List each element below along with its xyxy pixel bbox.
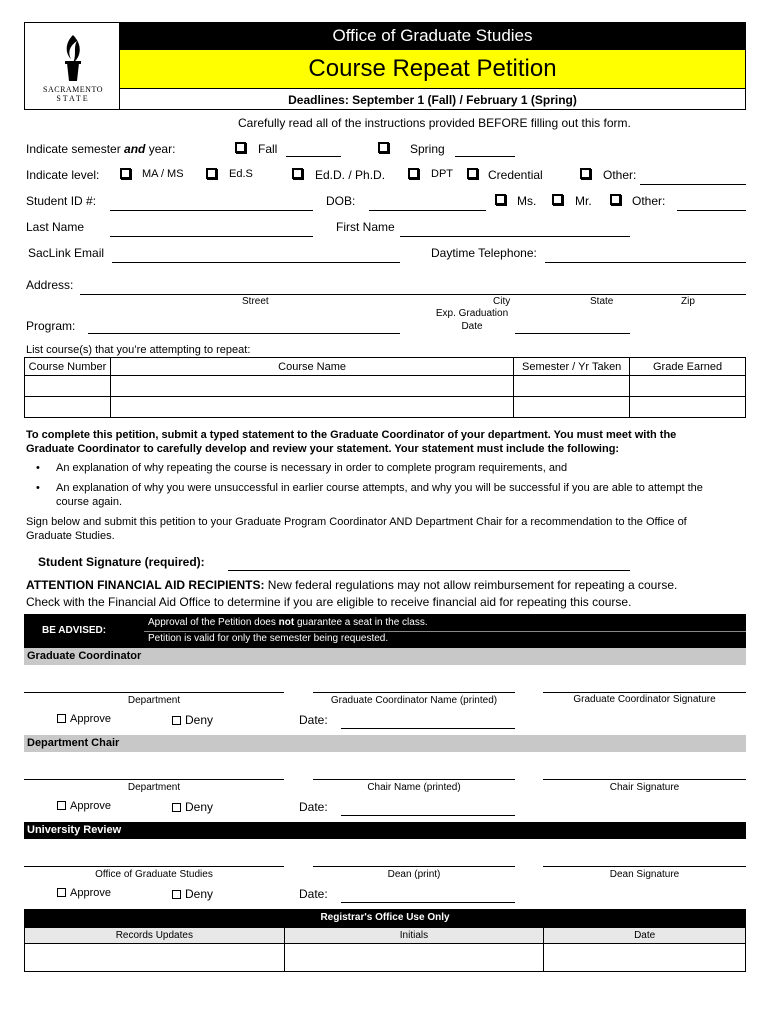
address-label: Address: [26,278,74,292]
university-date-field[interactable] [341,902,515,903]
course-row[interactable] [25,397,746,418]
coordinator-deny-option[interactable]: Deny [172,713,213,727]
last-name-field[interactable] [110,236,313,237]
registrar-header-row [25,928,746,944]
graduation-date-field[interactable] [515,333,630,334]
last-name-label: Last Name [26,220,85,234]
level-dpt-label: DPT [431,168,453,180]
chair-signature-caption: Chair Signature [609,782,680,793]
email-field[interactable] [112,262,400,263]
fall-year-field[interactable] [286,156,341,157]
level-other-field[interactable] [640,184,746,185]
col-semester-taken: Semester / Yr Taken [514,358,630,376]
coordinator-title: Graduate Coordinator [27,650,142,662]
sign-instructions: Sign below and submit this petition to your Graduate Program Coordinator AND Department Chair for a recommendation to the Office of Graduate Studies. [26,516,687,542]
student-signature-label: Student Signature (required): [38,555,205,569]
fall-label: Fall [258,142,278,156]
approve-checkbox[interactable] [57,714,66,723]
requirement-item: • An explanation of why you were unsuccessful in earlier course attempts, and why you will be successful if you are able to attempt the course again. [26,481,736,509]
dean-name-field[interactable] [313,866,515,867]
registrar-header [24,909,746,927]
fall-checkbox[interactable] [235,142,246,153]
dob-field[interactable] [369,210,486,211]
chair-title: Department Chair [27,737,120,749]
coordinator-name-field[interactable] [313,692,515,693]
deny-checkbox[interactable] [172,716,181,725]
level-label: Indicate level: [26,168,100,182]
chair-department-caption: Department [127,782,181,793]
university-date-label: Date: [299,887,328,901]
deny-checkbox[interactable] [172,890,181,899]
university-title: University Review [27,824,122,836]
spring-checkbox[interactable] [378,142,389,153]
courses-intro: List course(s) that you’re attempting to repeat: [26,344,251,356]
chair-section-header [24,735,746,752]
level-credential-checkbox[interactable] [467,168,478,179]
coordinator-approve-option[interactable]: Approve [57,713,111,725]
statement-instructions: To complete this petition, submit a typed statement to the Graduate Coordinator of your department. You must meet with the Graduate Coordinator to carefully develop and review your statement. Your statement must include the following: [26,429,677,455]
phone-label: Daytime Telephone: [431,246,537,260]
title-other-label: Other: [632,194,666,208]
level-ma-label: MA / MS [142,168,184,180]
university-approve-option[interactable]: Approve [57,887,111,899]
coordinator-department-field[interactable] [24,692,284,693]
university-office-caption: Office of Graduate Studies [95,869,213,880]
advisory-banner [24,614,746,648]
program-field[interactable] [88,333,400,334]
spring-year-field[interactable] [455,156,515,157]
advisory-label: BE ADVISED: [42,625,107,636]
level-eds-checkbox[interactable] [206,168,217,179]
chair-date-field[interactable] [341,815,515,816]
coordinator-date-field[interactable] [341,728,515,729]
university-office-field[interactable] [24,866,284,867]
title-other-checkbox[interactable] [610,194,621,205]
title-other-field[interactable] [677,210,746,211]
level-credential-label: Credential [488,168,543,182]
col-grade-earned: Grade Earned [630,358,746,376]
first-name-field[interactable] [400,236,630,237]
chair-deny-option[interactable]: Deny [172,800,213,814]
deny-checkbox[interactable] [172,803,181,812]
coordinator-signature-field[interactable] [543,692,746,693]
statement-requirements [26,461,736,515]
dean-signature-field[interactable] [543,866,746,867]
registrar-table [24,927,746,972]
approve-checkbox[interactable] [57,888,66,897]
level-dpt-checkbox[interactable] [408,168,419,179]
ms-checkbox[interactable] [495,194,506,205]
chair-approve-option[interactable]: Approve [57,800,111,812]
col-date: Date [544,928,746,944]
financial-aid-notice: ATTENTION FINANCIAL AID RECIPIENTS: New federal regulations may not allow reimbursement for repeating a course. [26,578,678,592]
level-other-checkbox[interactable] [580,168,591,179]
student-id-field[interactable] [110,210,313,211]
dean-signature-caption: Dean Signature [609,869,680,880]
street-caption: Street [242,296,269,307]
col-records-updates: Records Updates [25,928,285,944]
address-field[interactable] [80,294,746,295]
financial-aid-check: Check with the Financial Aid Office to determine if you are eligible to receive financial aid for repeating this course. [26,595,632,609]
col-course-name: Course Name [110,358,513,376]
chair-department-field[interactable] [24,779,284,780]
city-caption: City [493,296,511,307]
graduation-caption-1: Exp. Graduation [435,308,509,319]
level-edd-label: Ed.D. / Ph.D. [315,168,386,182]
mr-checkbox[interactable] [552,194,563,205]
col-initials: Initials [284,928,544,944]
student-id-label: Student ID #: [26,194,97,208]
email-label: SacLink Email [28,246,105,260]
coordinator-section-header [24,648,746,665]
office-banner: Office of Graduate Studies [119,22,746,50]
level-edd-checkbox[interactable] [292,168,303,179]
form-title: Course Repeat Petition [119,50,746,88]
first-name-label: First Name [336,220,395,234]
university-deny-option[interactable]: Deny [172,887,213,901]
deadlines: Deadlines: September 1 (Fall) / February 1 (Spring) [119,88,746,110]
advisory-line-2: Petition is valid for only the semester being requested. [148,633,389,644]
registrar-title: Registrar's Office Use Only [320,912,450,923]
courses-header-row [25,358,746,376]
advisory-line-1: Approval of the Petition does not guarantee a seat in the class. [148,617,428,628]
semester-label: Indicate semester and year: [26,142,176,156]
col-course-number: Course Number [25,358,111,376]
chair-name-caption: Chair Name (printed) [367,782,461,793]
zip-caption: Zip [681,296,695,307]
dean-name-caption: Dean (print) [387,869,441,880]
dob-label: DOB: [326,194,356,208]
torch-logo-icon [25,29,121,89]
instructions: Carefully read all of the instructions provided BEFORE filling out this form. [238,116,631,130]
coordinator-name-caption: Graduate Coordinator Name (printed) [330,695,498,706]
coordinator-signature-caption: Graduate Coordinator Signature [573,694,716,705]
phone-field[interactable] [545,262,746,263]
university-logo [24,22,120,110]
coordinator-date-label: Date: [299,713,328,727]
logo-text-1: SACRAMENTO [43,85,103,94]
state-caption: State [590,296,614,307]
requirement-item: • An explanation of why repeating the course is necessary in order to complete program requirements, and [26,461,736,475]
spring-label: Spring [410,142,445,156]
level-ma-checkbox[interactable] [120,168,131,179]
course-row[interactable] [25,376,746,397]
level-other-label: Other: [603,168,637,182]
coordinator-department-caption: Department [127,695,181,706]
chair-signature-field[interactable] [543,779,746,780]
chair-name-field[interactable] [313,779,515,780]
level-eds-label: Ed.S [229,168,253,180]
approve-checkbox[interactable] [57,801,66,810]
courses-table [24,357,746,418]
ms-label: Ms. [517,194,537,208]
program-label: Program: [26,319,76,333]
graduation-caption-2: Date [461,321,483,332]
chair-date-label: Date: [299,800,328,814]
student-signature-field[interactable] [228,570,630,571]
registrar-row[interactable] [25,944,746,972]
university-section-header [24,822,746,839]
mr-label: Mr. [575,194,592,208]
logo-text-2: STATE [56,94,90,103]
